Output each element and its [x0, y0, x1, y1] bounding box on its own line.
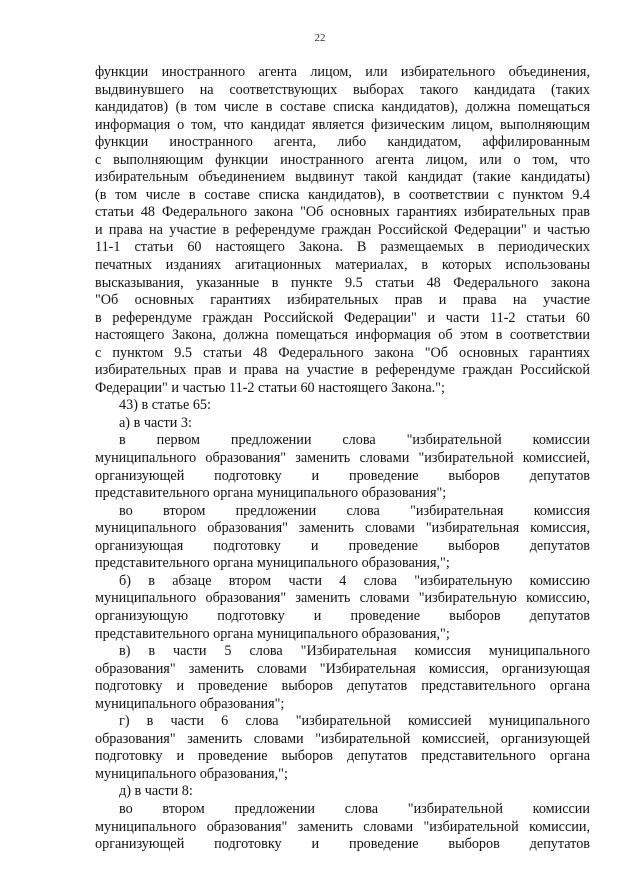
page-number: 22	[314, 32, 326, 44]
text-line: во втором предложении слова "избирательная комиссия	[119, 502, 590, 519]
text-line: информация о том, что кандидат является физическим лицом, выполняющим	[95, 116, 590, 133]
amendment-subheading: д) в части 8:	[119, 783, 193, 800]
text-line: организующая подготовку и проведение выборов депутатов	[95, 537, 590, 554]
text-line: образования" заменить словами "избирательной комиссией, организующей	[95, 730, 590, 747]
text-line: муниципального образования,";	[95, 765, 288, 782]
text-line: организующей подготовку и проведение выборов депутатов	[95, 836, 590, 853]
text-line: избирательным объединением выдвинут такой кандидат (такие кандидаты)	[95, 169, 590, 186]
amendment-subheading: а) в части 3:	[119, 414, 192, 431]
text-line: печатных изданиях агитационных материалах, в которых использованы	[95, 257, 590, 274]
text-line: организующую подготовку и проведение выборов депутатов	[95, 607, 590, 624]
text-line: образования" заменить словами "Избирательная комиссия, организующая	[95, 660, 590, 677]
document-body	[95, 64, 590, 854]
text-line: статьи 48 Федерального закона "Об основных гарантиях избирательных прав	[95, 204, 590, 221]
text-line: функции иностранного агента, либо кандидатом, аффилированным	[95, 134, 590, 151]
text-line: 11-1 статьи 60 настоящего Закона. В размещаемых в периодических	[95, 239, 590, 256]
text-line: б) в абзаце втором части 4 слова "избирательную комиссию	[119, 572, 590, 589]
text-line: в) в части 5 слова "Избирательная комиссия муниципального	[119, 643, 590, 660]
text-line: в первом предложении слова "избирательной комиссии	[119, 432, 590, 449]
text-line: организующей подготовку и проведение выборов депутатов	[95, 467, 590, 484]
text-line: выдвинувшего на соответствующих выборах такого кандидата (таких	[95, 81, 590, 98]
text-line: высказывания, указанные в пункте 9.5 статьи 48 Федерального закона	[95, 274, 590, 291]
text-line: подготовку и проведение выборов депутатов представительного органа	[95, 748, 590, 765]
text-line: представительного органа муниципального образования";	[95, 485, 447, 502]
text-line: муниципального образования" заменить словами "избирательная комиссия,	[95, 520, 590, 537]
text-line: представительного органа муниципального образования,";	[95, 625, 450, 642]
text-line: в референдуме граждан Российской Федерации" и части 11-2 статьи 60	[95, 309, 590, 326]
text-line: муниципального образования" заменить словами "избирательной комиссии,	[95, 818, 590, 835]
text-line: Федерации" и частью 11-2 статьи 60 настоящего Закона.";	[95, 379, 445, 396]
text-line: муниципального образования";	[95, 695, 285, 712]
text-line: кандидатов) (в том числе в составе списка кандидатов), должна помещаться	[95, 99, 590, 116]
text-line: и права на участие в референдуме граждан Российской Федерации" и частью	[95, 221, 590, 238]
text-line: муниципального образования" заменить словами "избирательной комиссией,	[95, 450, 590, 467]
text-line: настоящего Закона, должна помещаться информация об этом в соответствии	[95, 327, 590, 344]
text-line: представительного органа муниципального образования,";	[95, 555, 450, 572]
text-line: г) в части 6 слова "избирательной комиссией муниципального	[119, 713, 590, 730]
text-line: муниципального образования" заменить словами "избирательную комиссию,	[95, 590, 590, 607]
amendment-heading: 43) в статье 65:	[119, 397, 211, 414]
text-line: во втором предложении слова "избирательной комиссии	[119, 800, 590, 817]
text-line: функции иностранного агента лицом, или избирательного объединения,	[95, 64, 590, 80]
text-line: (в том числе в составе списка кандидатов), в соответствии с пунктом 9.4	[95, 186, 590, 203]
text-line: с пунктом 9.5 статьи 48 Федерального закона "Об основных гарантиях	[95, 344, 590, 361]
text-line: с выполняющим функции иностранного агента лицом, или о том, что	[95, 151, 590, 168]
text-line: подготовку и проведение выборов депутатов представительного органа	[95, 678, 590, 695]
text-line: "Об основных гарантиях избирательных прав и права на участие	[95, 292, 590, 309]
text-line: избирательных прав и права на участие в референдуме граждан Российской	[95, 362, 590, 379]
